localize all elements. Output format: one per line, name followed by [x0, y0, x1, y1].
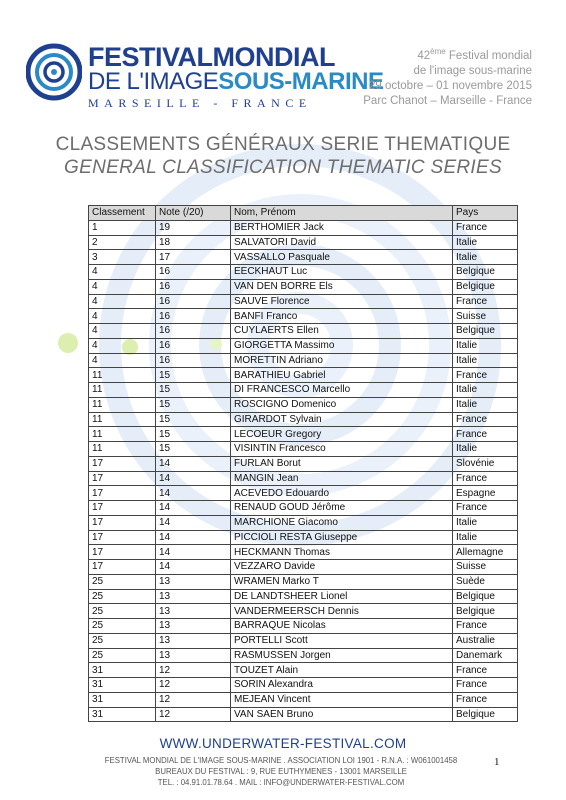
- cell-name: BANFI Franco: [231, 309, 453, 324]
- cell-country: France: [453, 619, 518, 634]
- cell-rank: 11: [89, 442, 156, 457]
- table-row: [89, 279, 518, 294]
- cell-rank: 11: [89, 397, 156, 412]
- cell-name: WRAMEN Marko T: [231, 574, 453, 589]
- event-edition: [363, 44, 532, 64]
- cell-score: 13: [156, 589, 231, 604]
- table-row: [89, 692, 518, 707]
- cell-country: Italie: [453, 235, 518, 250]
- cell-rank: 4: [89, 265, 156, 280]
- table-row: [89, 265, 518, 280]
- cell-score: 16: [156, 353, 231, 368]
- cell-country: Belgique: [453, 589, 518, 604]
- cell-score: 12: [156, 692, 231, 707]
- cell-score: 14: [156, 501, 231, 516]
- cell-rank: 1: [89, 220, 156, 235]
- cell-score: 15: [156, 368, 231, 383]
- table-row: [89, 427, 518, 442]
- cell-country: Allemagne: [453, 545, 518, 560]
- cell-score: 12: [156, 663, 231, 678]
- cell-score: 14: [156, 515, 231, 530]
- table-row: [89, 560, 518, 575]
- cell-score: 13: [156, 604, 231, 619]
- logo-festival-text: FESTIVAL: [88, 42, 213, 72]
- logo-image-text: DE L'IMAGE: [88, 68, 219, 95]
- cell-country: France: [453, 220, 518, 235]
- cell-rank: 17: [89, 515, 156, 530]
- cell-name: DI FRANCESCO Marcello: [231, 383, 453, 398]
- cell-score: 14: [156, 560, 231, 575]
- cell-rank: 2: [89, 235, 156, 250]
- cell-score: 12: [156, 678, 231, 693]
- cell-country: Italie: [453, 250, 518, 265]
- cell-country: Espagne: [453, 486, 518, 501]
- cell-score: 13: [156, 648, 231, 663]
- cell-name: ACEVEDO Edouardo: [231, 486, 453, 501]
- logo-sous-marine-text: SOUS-MARINE: [218, 68, 384, 95]
- cell-country: France: [453, 427, 518, 442]
- cell-rank: 25: [89, 604, 156, 619]
- cell-score: 14: [156, 456, 231, 471]
- cell-rank: 17: [89, 530, 156, 545]
- cell-country: France: [453, 294, 518, 309]
- table-row: [89, 353, 518, 368]
- table-row: [89, 648, 518, 663]
- cell-rank: 25: [89, 574, 156, 589]
- cell-country: Belgique: [453, 707, 518, 722]
- cell-rank: 4: [89, 294, 156, 309]
- cell-country: France: [453, 368, 518, 383]
- cell-score: 13: [156, 633, 231, 648]
- cell-score: 16: [156, 265, 231, 280]
- cell-country: Italie: [453, 515, 518, 530]
- table-row: [89, 619, 518, 634]
- festival-swirl-logo-icon: [26, 42, 82, 102]
- cell-country: Suisse: [453, 309, 518, 324]
- cell-rank: 17: [89, 501, 156, 516]
- cell-country: Belgique: [453, 265, 518, 280]
- cell-country: Italie: [453, 442, 518, 457]
- table-row: [89, 324, 518, 339]
- cell-score: 15: [156, 412, 231, 427]
- table-row: [89, 604, 518, 619]
- cell-country: Italie: [453, 397, 518, 412]
- cell-score: 14: [156, 530, 231, 545]
- cell-rank: 11: [89, 427, 156, 442]
- table-row: [89, 250, 518, 265]
- cell-score: 19: [156, 220, 231, 235]
- footer-line-contact: TEL. : 04.91.01.78.64 . MAIL : INFO@UNDERWATER-FESTIVAL.COM: [157, 778, 405, 787]
- cell-rank: 31: [89, 692, 156, 707]
- page-title-fr: CLASSEMENTS GÉNÉRAUX SERIE THEMATIQUE: [55, 134, 511, 155]
- cell-rank: 4: [89, 279, 156, 294]
- cell-name: DE LANDTSHEER Lionel: [231, 589, 453, 604]
- cell-rank: 25: [89, 648, 156, 663]
- cell-name: FURLAN Borut: [231, 456, 453, 471]
- cell-name: VISINTIN Francesco: [231, 442, 453, 457]
- footer-line-association: FESTIVAL MONDIAL DE L'IMAGE SOUS-MARINE . ASSOCIATION LOI 1901 - R.N.A. : W061001458: [104, 756, 458, 765]
- cell-score: 16: [156, 294, 231, 309]
- cell-name: MORETTIN Adriano: [231, 353, 453, 368]
- table-row: [89, 530, 518, 545]
- logo-title-line1: [88, 44, 335, 71]
- cell-country: Italie: [453, 530, 518, 545]
- cell-rank: 31: [89, 678, 156, 693]
- cell-score: 14: [156, 486, 231, 501]
- cell-name: HECKMANN Thomas: [231, 545, 453, 560]
- table-row: [89, 486, 518, 501]
- event-edition-text: Festival mondial: [445, 49, 532, 62]
- cell-score: 15: [156, 397, 231, 412]
- table-row: [89, 471, 518, 486]
- classification-table-wrapper: [88, 205, 517, 722]
- cell-country: Suisse: [453, 560, 518, 575]
- cell-rank: 31: [89, 663, 156, 678]
- cell-rank: 4: [89, 353, 156, 368]
- table-row: [89, 707, 518, 722]
- cell-rank: 25: [89, 589, 156, 604]
- table-body: [89, 220, 518, 722]
- table-row: [89, 545, 518, 560]
- cell-country: Australie: [453, 633, 518, 648]
- cell-name: CUYLAERTS Ellen: [231, 324, 453, 339]
- header-rank: Classement: [89, 206, 156, 221]
- table-row: [89, 456, 518, 471]
- cell-score: 17: [156, 250, 231, 265]
- page-title-en: GENERAL CLASSIFICATION THEMATIC SERIES: [64, 157, 502, 178]
- cell-score: 14: [156, 471, 231, 486]
- cell-name: BARRAQUE Nicolas: [231, 619, 453, 634]
- logo-title-line2: [88, 70, 383, 94]
- cell-name: ROSCIGNO Domenico: [231, 397, 453, 412]
- cell-name: TOUZET Alain: [231, 663, 453, 678]
- cell-country: France: [453, 412, 518, 427]
- cell-name: VASSALLO Pasquale: [231, 250, 453, 265]
- cell-name: RASMUSSEN Jorgen: [231, 648, 453, 663]
- cell-name: EECKHAUT Luc: [231, 265, 453, 280]
- table-row: [89, 574, 518, 589]
- header-name: Nom, Prénom: [231, 206, 453, 221]
- cell-name: BERTHOMIER Jack: [231, 220, 453, 235]
- table-row: [89, 235, 518, 250]
- header-score: Note (/20): [156, 206, 231, 221]
- table-row: [89, 368, 518, 383]
- cell-country: France: [453, 663, 518, 678]
- header-country: Pays: [453, 206, 518, 221]
- footer-address-block: [66, 755, 496, 788]
- cell-name: SAUVE Florence: [231, 294, 453, 309]
- classification-table: [88, 205, 518, 722]
- cell-country: Slovénie: [453, 456, 518, 471]
- cell-rank: 3: [89, 250, 156, 265]
- cell-rank: 11: [89, 368, 156, 383]
- cell-score: 12: [156, 707, 231, 722]
- page-number: 1: [494, 756, 500, 768]
- cell-rank: 17: [89, 545, 156, 560]
- table-row: [89, 515, 518, 530]
- cell-score: 13: [156, 574, 231, 589]
- cell-country: Belgique: [453, 279, 518, 294]
- cell-name: SALVATORI David: [231, 235, 453, 250]
- table-header-row: [89, 206, 518, 221]
- cell-rank: 11: [89, 383, 156, 398]
- event-info: [363, 44, 532, 109]
- cell-country: Italie: [453, 353, 518, 368]
- cell-country: France: [453, 692, 518, 707]
- cell-name: GIRARDOT Sylvain: [231, 412, 453, 427]
- cell-rank: 11: [89, 412, 156, 427]
- footer-website-link[interactable]: WWW.UNDERWATER-FESTIVAL.COM: [159, 736, 407, 751]
- cell-score: 18: [156, 235, 231, 250]
- logo-mondial-text: MONDIAL: [212, 42, 335, 72]
- table-row: [89, 220, 518, 235]
- cell-rank: 4: [89, 309, 156, 324]
- cell-name: MEJEAN Vincent: [231, 692, 453, 707]
- cell-country: Danemark: [453, 648, 518, 663]
- cell-score: 15: [156, 442, 231, 457]
- table-row: [89, 338, 518, 353]
- table-row: [89, 442, 518, 457]
- cell-name: RENAUD GOUD Jérôme: [231, 501, 453, 516]
- cell-name: VANDERMEERSCH Dennis: [231, 604, 453, 619]
- cell-country: Italie: [453, 383, 518, 398]
- event-dates: 29 octobre – 01 novembre 2015: [368, 79, 532, 92]
- cell-name: SORIN Alexandra: [231, 678, 453, 693]
- footer-line-address: BUREAUX DU FESTIVAL : 9, RUE EUTHYMENES - 13001 MARSEILLE: [155, 767, 407, 776]
- table-row: [89, 589, 518, 604]
- table-row: [89, 678, 518, 693]
- logo-city: MARSEILLE - FRANCE: [88, 96, 312, 110]
- cell-name: PICCIOLI RESTA Giuseppe: [231, 530, 453, 545]
- cell-country: Italie: [453, 338, 518, 353]
- cell-name: VAN DEN BORRE Els: [231, 279, 453, 294]
- table-row: [89, 412, 518, 427]
- cell-rank: 4: [89, 324, 156, 339]
- cell-country: Belgique: [453, 604, 518, 619]
- event-subtitle: de l'image sous-marine: [413, 64, 532, 77]
- table-row: [89, 309, 518, 324]
- table-row: [89, 633, 518, 648]
- cell-rank: 25: [89, 619, 156, 634]
- cell-name: VEZZARO Davide: [231, 560, 453, 575]
- cell-country: France: [453, 678, 518, 693]
- cell-name: LECOEUR Gregory: [231, 427, 453, 442]
- cell-rank: 25: [89, 633, 156, 648]
- table-row: [89, 383, 518, 398]
- table-row: [89, 501, 518, 516]
- table-row: [89, 663, 518, 678]
- table-row: [89, 397, 518, 412]
- cell-score: 14: [156, 545, 231, 560]
- cell-rank: 17: [89, 560, 156, 575]
- cell-name: MANGIN Jean: [231, 471, 453, 486]
- cell-score: 16: [156, 338, 231, 353]
- event-edition-sup: ème: [430, 47, 446, 56]
- cell-country: Belgique: [453, 324, 518, 339]
- cell-score: 16: [156, 309, 231, 324]
- cell-name: GIORGETTA Massimo: [231, 338, 453, 353]
- table-row: [89, 294, 518, 309]
- cell-name: VAN SAEN Bruno: [231, 707, 453, 722]
- cell-rank: 4: [89, 338, 156, 353]
- cell-rank: 17: [89, 456, 156, 471]
- cell-score: 13: [156, 619, 231, 634]
- cell-score: 16: [156, 279, 231, 294]
- cell-name: BARATHIEU Gabriel: [231, 368, 453, 383]
- cell-score: 15: [156, 383, 231, 398]
- cell-rank: 31: [89, 707, 156, 722]
- cell-score: 16: [156, 324, 231, 339]
- cell-name: PORTELLI Scott: [231, 633, 453, 648]
- cell-country: France: [453, 501, 518, 516]
- event-edition-number: 42: [417, 49, 431, 62]
- cell-name: MARCHIONE Giacomo: [231, 515, 453, 530]
- cell-country: Suède: [453, 574, 518, 589]
- festival-logo: [26, 40, 384, 112]
- cell-rank: 17: [89, 486, 156, 501]
- cell-rank: 17: [89, 471, 156, 486]
- event-venue: Parc Chanot – Marseille - France: [363, 94, 532, 107]
- cell-score: 15: [156, 427, 231, 442]
- cell-country: France: [453, 471, 518, 486]
